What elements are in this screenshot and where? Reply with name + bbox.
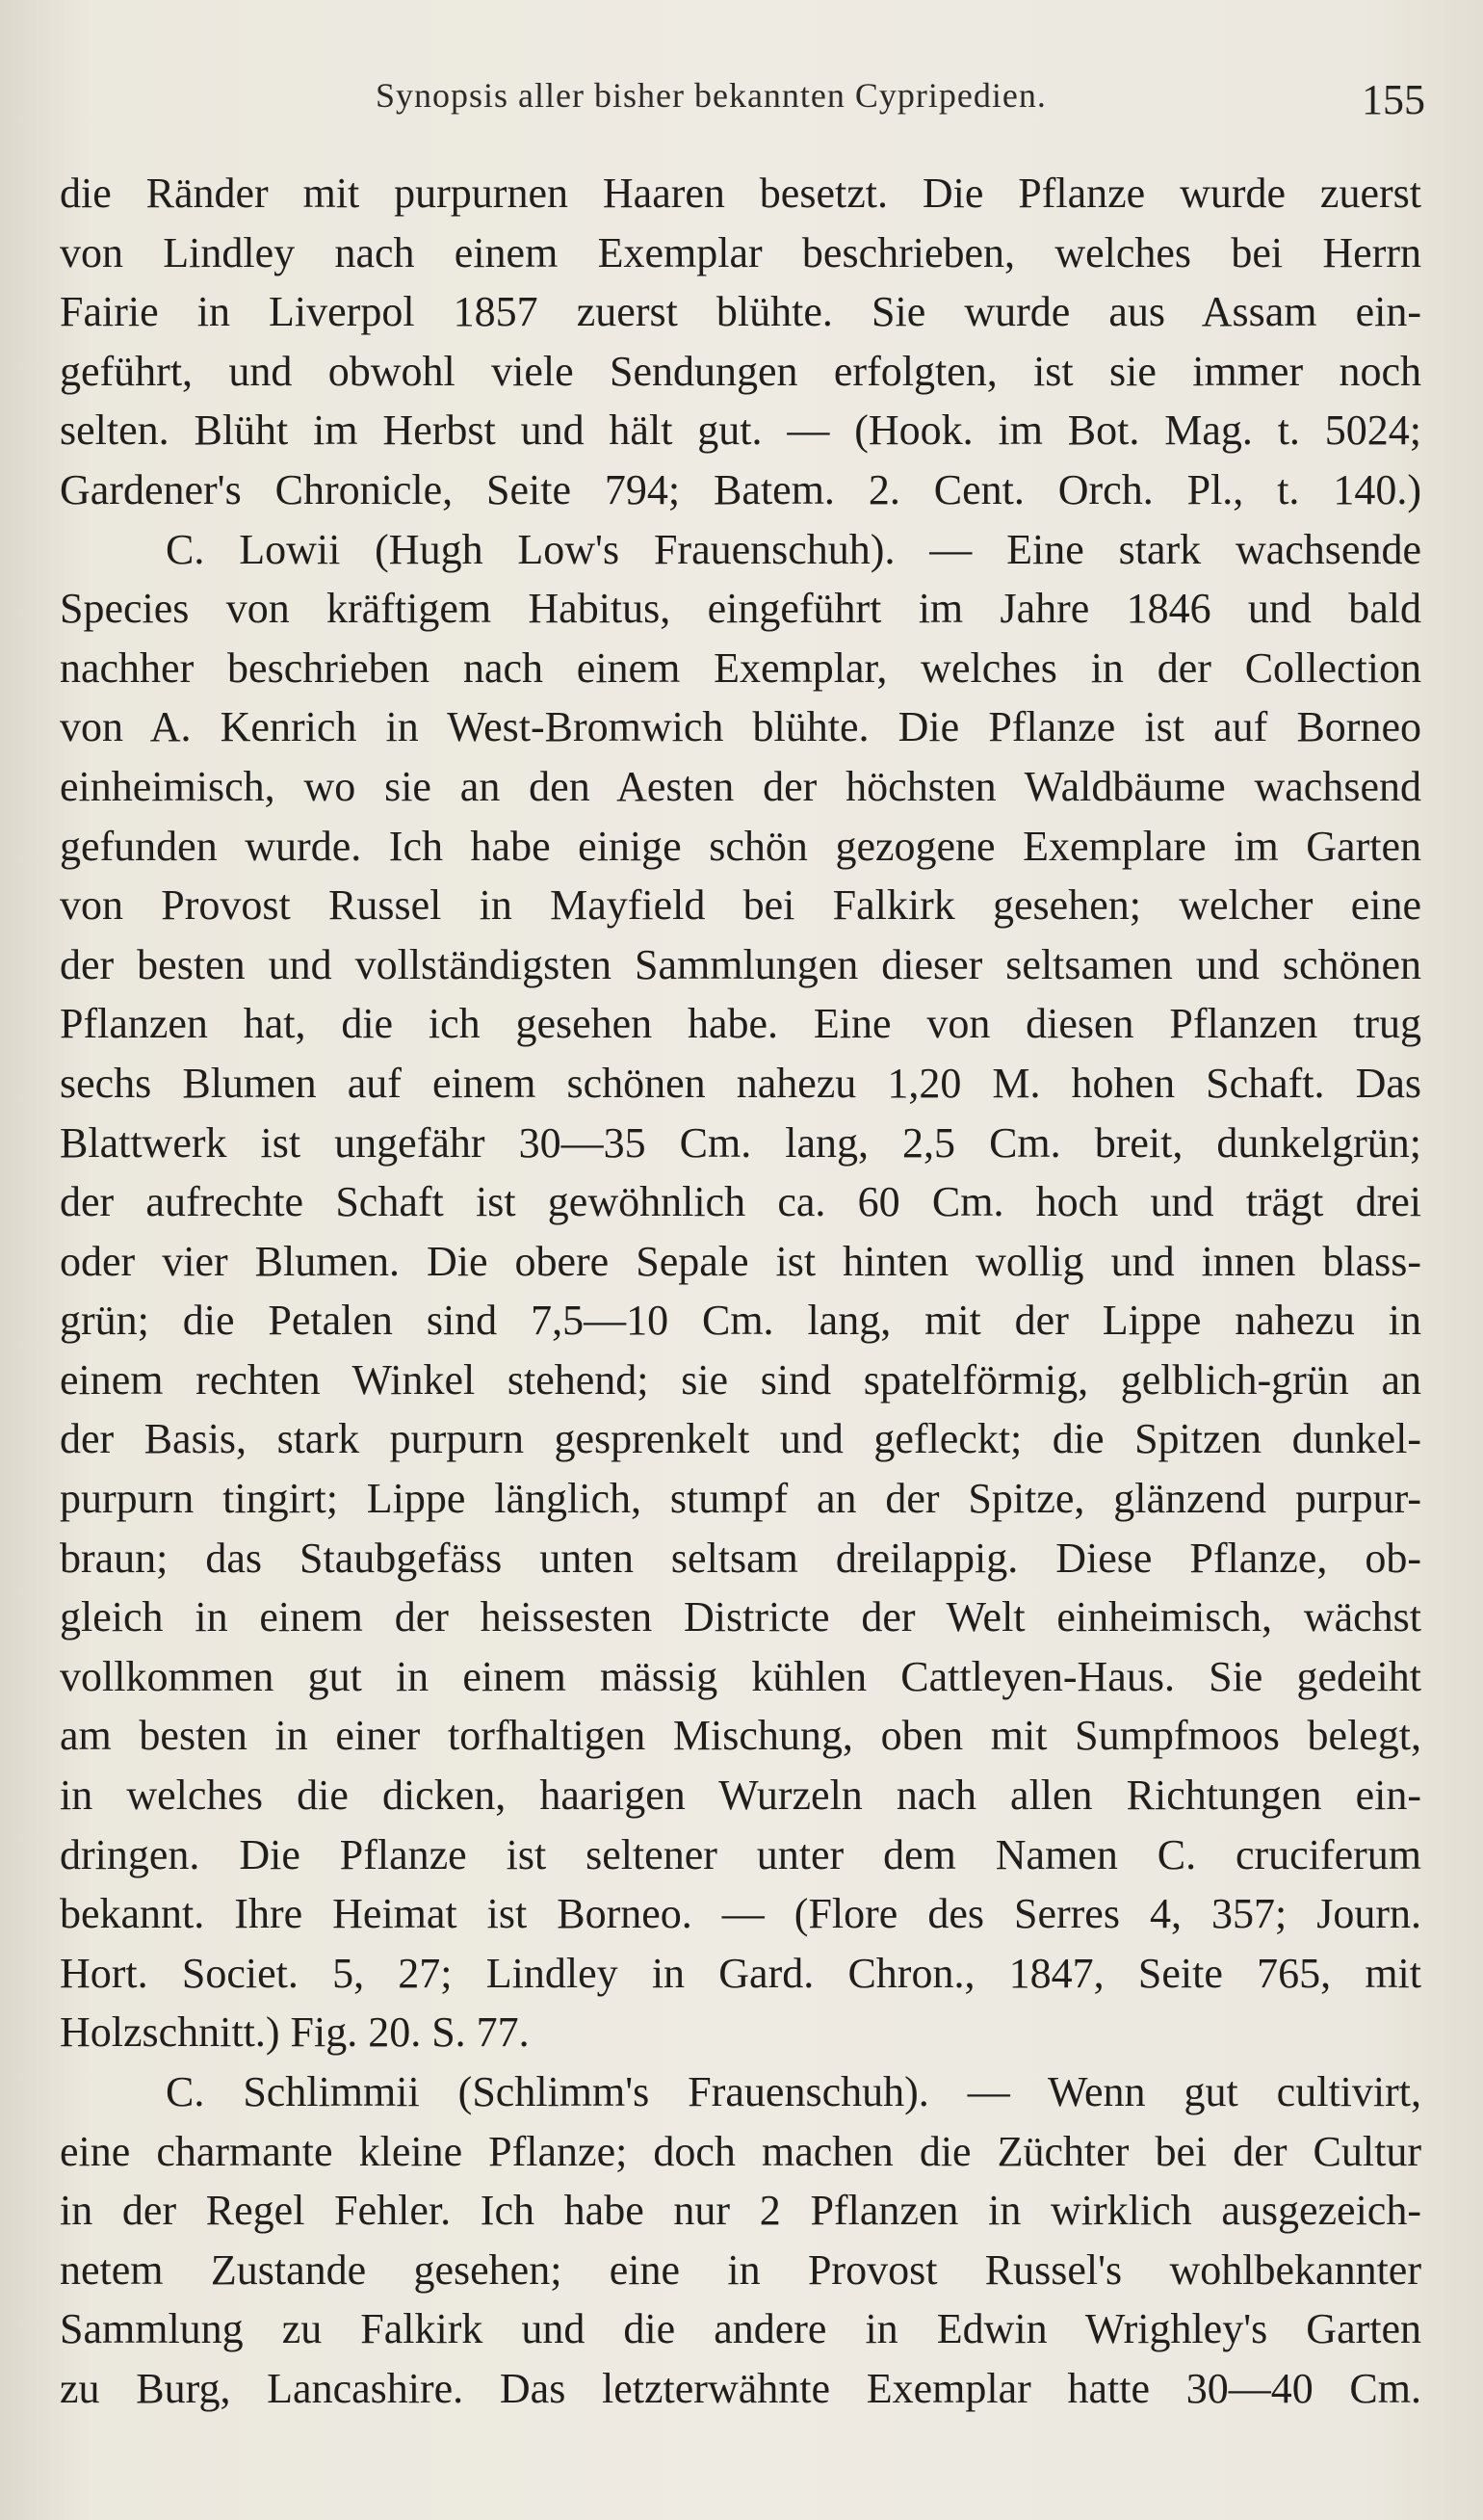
text-line: selten. Blüht im Herbst und hält gut. — (Hook. im Bot. Mag. t. 5024; [60,407,1421,455]
text-line: eine charmante kleine Pflanze; doch machen die Züchter bei der Cultur [60,2127,1421,2175]
text-line: purpurn tingirt; Lippe länglich, stumpf an der Spitze, glänzend purpur- [60,1475,1421,1523]
text-line: der aufrechte Schaft ist gewöhnlich ca. 60 Cm. hoch und trägt drei [60,1178,1421,1226]
text-line: gleich in einem der heissesten Districte der Welt einheimisch, wächst [60,1593,1421,1641]
text-line: dringen. Die Pflanze ist seltener unter dem Namen C. cruciferum [60,1830,1421,1878]
text-line: zu Burg, Lancashire. Das letzterwähnte Exemplar hatte 30—40 Cm. [60,2364,1421,2412]
text-line: der besten und vollständigsten Sammlungen dieser seltsamen und schönen [60,940,1421,988]
text-line: von Provost Russel in Mayfield bei Falkirk gesehen; welcher eine [60,881,1421,930]
text-line: Gardener's Chronicle, Seite 794; Batem. 2. Cent. Orch. Pl., t. 140.) [60,465,1421,513]
text-line: Fairie in Liverpol 1857 zuerst blühte. Sie wurde aus Assam ein- [60,288,1421,336]
page-number: 155 [1362,76,1425,123]
text-line: der Basis, stark purpurn gesprenkelt und gefleckt; die Spitzen dunkel- [60,1415,1421,1463]
text-line: C. Schlimmii (Schlimm's Frauenschuh). — Wenn gut cultivirt, [166,2068,1421,2115]
text-line: Blattwerk ist ungefähr 30—35 Cm. lang, 2,5 Cm. breit, dunkelgrün; [60,1118,1421,1167]
text-line: C. Lowii (Hugh Low's Frauenschuh). — Eine stark wachsende [166,525,1421,573]
text-line: einem rechten Winkel stehend; sie sind spatelförmig, gelblich-grün an [60,1355,1421,1404]
page-header [58,75,1425,133]
text-line: netem Zustande gesehen; eine in Provost Russel's wohlbekannter [60,2245,1421,2294]
text-line: am besten in einer torfhaltigen Mischung, oben mit Sumpfmoos belegt, [60,1712,1421,1760]
body-text [60,164,1421,2419]
text-line: oder vier Blumen. Die obere Sepale ist hinten wollig und innen blass- [60,1237,1421,1285]
text-line: einheimisch, wo sie an den Aesten der höchsten Waldbäume wachsend [60,762,1421,810]
text-line: nachher beschrieben nach einem Exemplar, welches in der Collection [60,643,1421,692]
text-line: bekannt. Ihre Heimat ist Borneo. — (Flore des Serres 4, 357; Journ. [60,1890,1421,1938]
text-line: geführt, und obwohl viele Sendungen erfolgten, ist sie immer noch [60,347,1421,395]
text-line: gefunden wurde. Ich habe einige schön gezogene Exemplare im Garten [60,822,1421,870]
text-line: in welches die dicken, haarigen Wurzeln nach allen Richtungen ein- [60,1772,1421,1820]
text-line: vollkommen gut in einem mässig kühlen Cattleyen-Haus. Sie gedeiht [60,1652,1421,1700]
text-line: sechs Blumen auf einem schönen nahezu 1,20 M. hohen Schaft. Das [60,1059,1421,1107]
text-line: Holzschnitt.) Fig. 20. S. 77. [60,2008,530,2057]
text-line: Species von kräftigem Habitus, eingeführt im Jahre 1846 und bald [60,585,1421,633]
text-line: die Ränder mit purpurnen Haaren besetzt. Die Pflanze wurde zuerst [60,170,1421,217]
text-line: braun; das Staubgefäss unten seltsam dreilappig. Diese Pflanze, ob- [60,1534,1421,1582]
text-line: in der Regel Fehler. Ich habe nur 2 Pflanzen in wirklich ausgezeich- [60,2187,1421,2235]
text-line: Sammlung zu Falkirk und die andere in Edwin Wrighley's Garten [60,2305,1421,2353]
text-line: Hort. Societ. 5, 27; Lindley in Gard. Chron., 1847, Seite 765, mit [60,1949,1421,1997]
text-line: Pflanzen hat, die ich gesehen habe. Eine von diesen Pflanzen trug [60,1000,1421,1048]
running-title: Synopsis aller bisher bekannten Cypripedien. [376,76,1047,115]
text-line: grün; die Petalen sind 7,5—10 Cm. lang, mit der Lippe nahezu in [60,1297,1421,1345]
text-line: von Lindley nach einem Exemplar beschrieben, welches bei Herrn [60,228,1421,276]
text-line: von A. Kenrich in West-Bromwich blühte. Die Pflanze ist auf Borneo [60,703,1421,751]
